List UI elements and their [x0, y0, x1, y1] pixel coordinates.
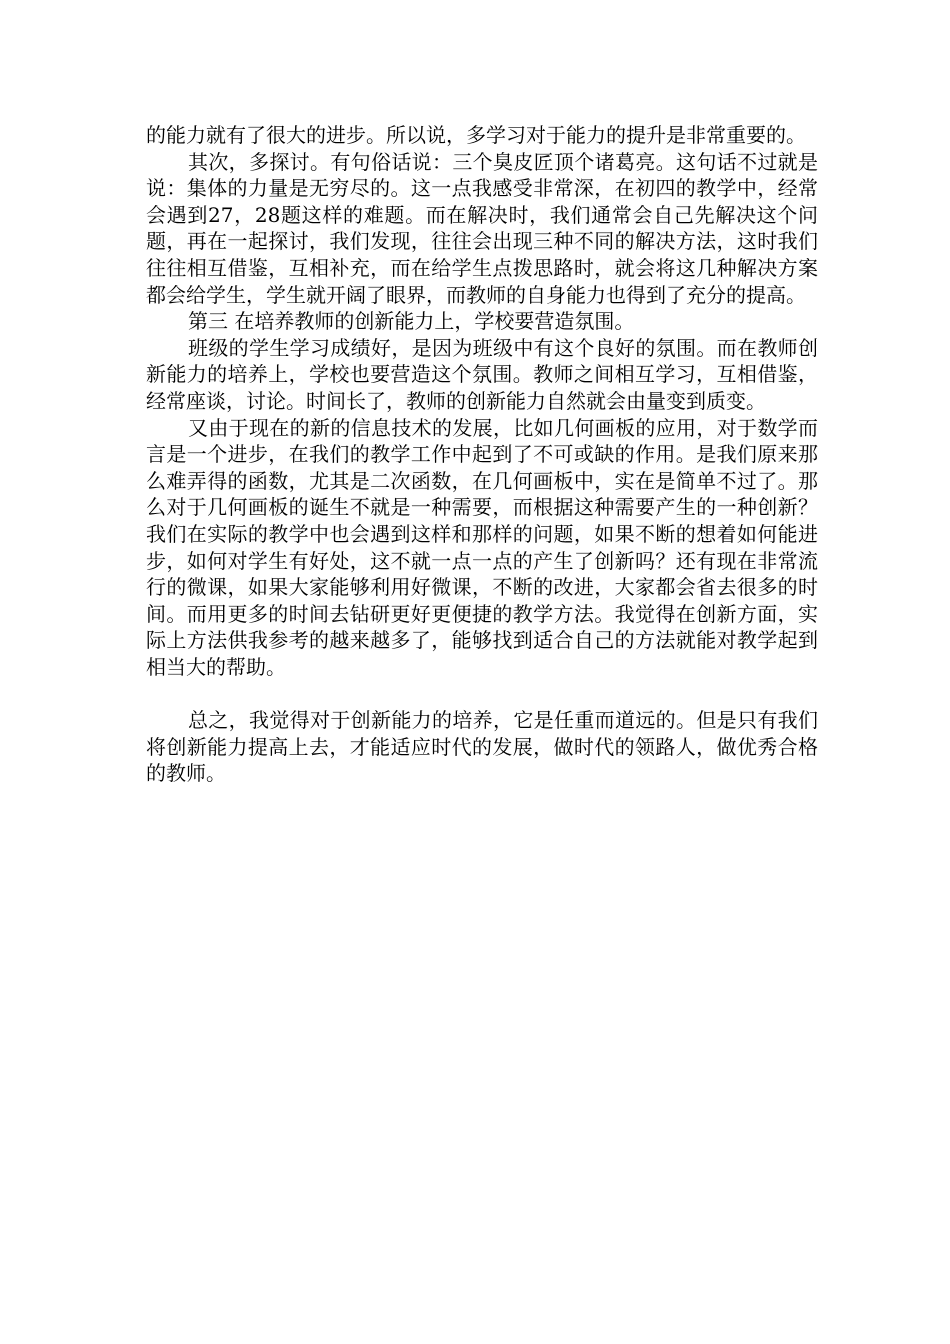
paragraph-third-heading: 第三 在培养教师的创新能力上，学校要营造氛围。 [188, 309, 635, 334]
paragraph-conclusion: 总之，我觉得对于创新能力的培养，它是任重而道远的。但是只有我们将创新能力提高上去，才能适应时代的发展，做时代的领路人，做优秀合格的教师。 [146, 708, 818, 786]
paragraph-atmosphere: 班级的学生学习成绩好，是因为班级中有这个良好的氛围。而在教师创新能力的培养上，学校也要营造这个氛围。教师之间相互学习，互相借鉴，经常座谈，讨论。时间长了，教师的创新能力自然就会由量变到质变。 [146, 335, 818, 413]
paragraph-technology: 又由于现在的新的信息技术的发展，比如几何画板的应用，对于数学而言是一个进步，在我们的教学工作中起到了不可或缺的作用。是我们原来那么难弄得的函数，尤其是二次函数，在几何画板中，实在是简单不过了。那么对于几何画板的诞生不就是一种需要，而根据这种需要产生的一种创新？我们在实际的教学中也会遇到这样和那样的问题，如果不断的想着如何能进步，如何对学生有好处，这不就一点一点的产生了创新吗？还有现在非常流行的微课，如果大家能够利用好微课，不断的改进，大家都会省去很多的时间。而用更多的时间去钻研更好更便捷的教学方法。我觉得在创新方面，实际上方法供我参考的越来越多了，能够找到适合自己的方法就能对教学起到相当大的帮助。 [146, 415, 818, 679]
paragraph-discussion: 其次，多探讨。有句俗话说：三个臭皮匠顶个诸葛亮。这句话不过就是说：集体的力量是无穷尽的。这一点我感受非常深，在初四的教学中，经常会遇到27，28题这样的难题。而在解决时，我们通常会自己先解决这个问题，再在一起探讨，我们发现，往往会出现三种不同的解决方法，这时我们往往相互借鉴，互相补充，而在给学生点拨思路时，就会将这几种解决方案都会给学生，学生就开阔了眼界，而教师的自身能力也得到了充分的提高。 [146, 149, 818, 307]
document-body [146, 122, 818, 787]
paragraph-continuation: 的能力就有了很大的进步。所以说，多学习对于能力的提升是非常重要的。 [146, 123, 806, 147]
